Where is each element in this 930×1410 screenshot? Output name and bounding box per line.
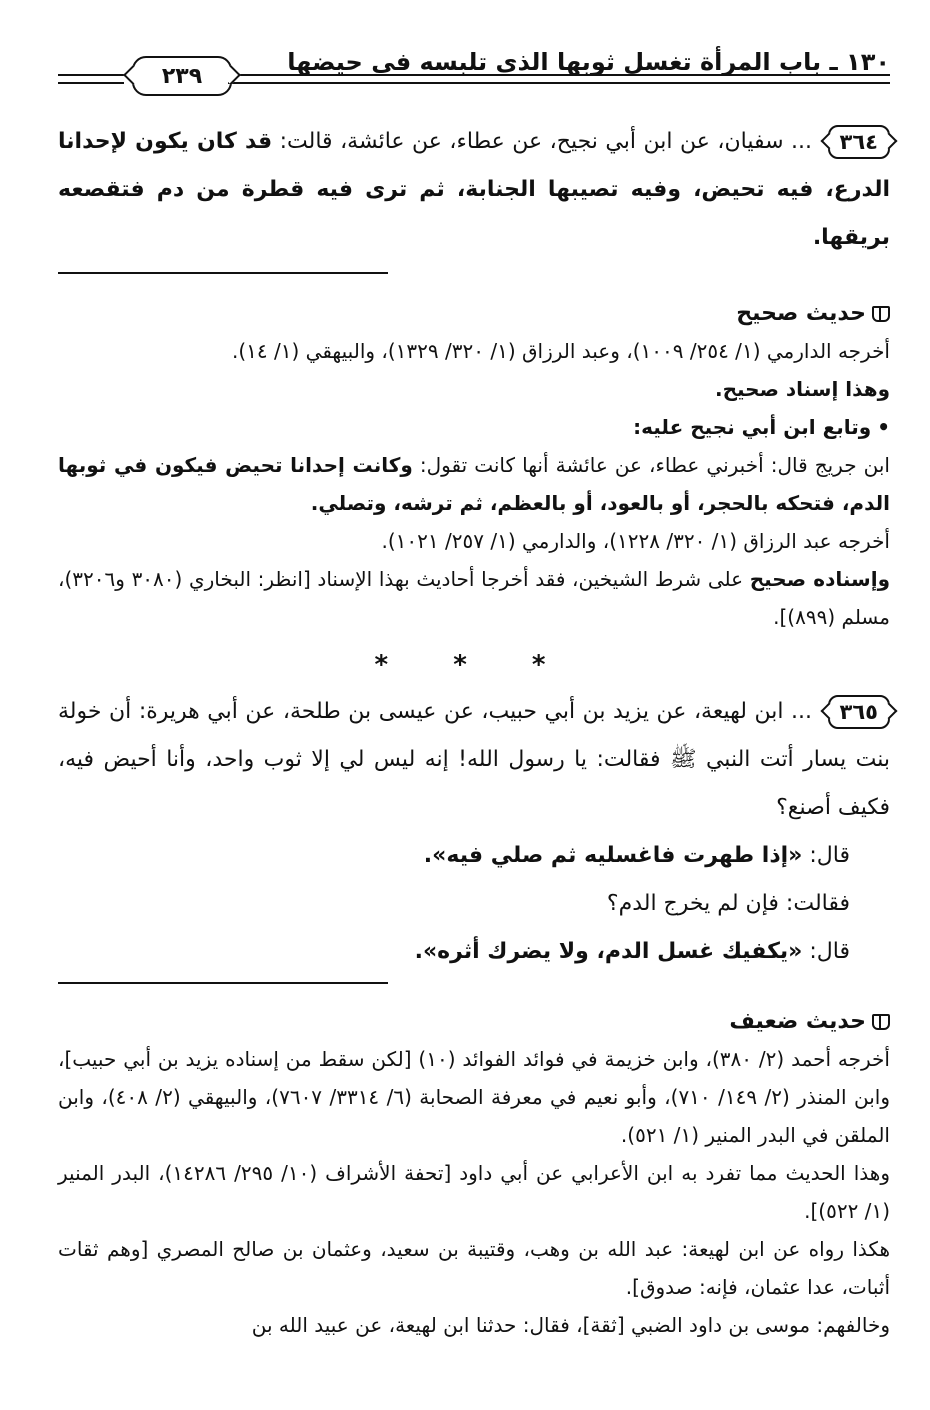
dialogue-answer: «إذا طهرت فاغسليه ثم صلي فيه».: [423, 843, 803, 868]
dialogue-question: فقالت: فإن لم يخرج الدم؟: [606, 891, 850, 916]
narration-intro: ابن جريج قال: أخبرني عطاء، عن عائشة أنها كانت تقول:: [412, 453, 890, 477]
section-divider: [58, 272, 388, 274]
hadith-text: ... ابن لهيعة، عن يزيد بن أبي حبيب، عن عيسى بن طلحة، عن أبي هريرة: أن خولة بنت يسار أتت النبي ﷺ فقالت: يا رسول الله! إنه ليس لي إلا ثوب واحد، وأنا أحيض فيه، فكيف أصنع؟: [58, 699, 890, 820]
grade-section-sahih: [58, 296, 890, 636]
isnad-reference: على شرط الشيخين، فقد أخرجا أحاديث بهذا الإسناد [انظر: البخاري (٣٠٨٠ و٣٢٠٦)، مسلم (٨٩٩)].: [58, 567, 890, 629]
takhrij-paragraph: وهذا الحديث مما تفرد به ابن الأعرابي عن أبي داود [تحفة الأشراف (١٠/ ٢٩٥/ ١٤٢٨٦)، البدر المنير (١/ ٥٢٢)].: [58, 1161, 890, 1223]
grade-title: حديث صحيح: [736, 301, 866, 326]
header-rule-left: [58, 74, 124, 84]
grade-section-daif: [58, 1004, 890, 1344]
book-icon: [872, 1014, 890, 1030]
hadith-365: [58, 688, 890, 976]
page-header: [58, 38, 890, 98]
header-rule: [228, 74, 890, 84]
narration-matn: وكانت إحدانا تحيض فيكون في ثوبها الدم، فتحكه بالحجر، أو بالعود، أو بالعظم، ثم ترشه، وتصلي.: [58, 453, 890, 515]
dialogue-answer: «يكفيك غسل الدم، ولا يضرك أثره».: [414, 939, 803, 964]
page: [58, 0, 890, 1410]
book-icon: [872, 306, 890, 322]
hadith-364: [58, 118, 890, 262]
bullet-icon: •: [877, 415, 890, 439]
grade-title: حديث ضعيف: [729, 1009, 866, 1034]
star-separator: * * *: [374, 650, 574, 680]
hadith-number-badge: ٣٦٤: [828, 125, 890, 159]
isnad-verdict: وإسناده صحيح: [749, 567, 891, 591]
page-number: ٢٣٩: [132, 56, 232, 96]
isnad-note: وهذا إسناد صحيح.: [714, 377, 890, 401]
takhrij-paragraph: هكذا رواه عن ابن لهيعة: عبد الله بن وهب، وقتيبة بن سعيد، وعثمان بن صالح المصري [وهم ثقات أثبات، عدا عثمان، فإنه: صدوق].: [58, 1237, 890, 1299]
takhrij-paragraph: أخرجه أحمد (٢/ ٣٨٠)، وابن خزيمة في فوائد الفوائد (١٠) [لكن سقط من إسناده يزيد بن أبي حبيب]، وابن المنذر (٢/ ١٤٩/ ٧١٠)، وأبو نعيم في معرفة الصحابة (٦/ ٣٣١٤/ ٧٦٠٧)، والبيهقي (٢/ ٤٠٨)، وابن الملقن في البدر المنير (١/ ٥٢١).: [58, 1047, 890, 1147]
hadith-text: ... سفيان، عن ابن أبي نجيح، عن عطاء، عن عائشة، قالت:: [272, 129, 813, 154]
hadith-matn: قد كان يكون لإحدانا الدرع، فيه تحيض، وفيه تصيبها الجنابة، ثم ترى فيه قطرة من دم فتقصعه بريقها.: [58, 129, 890, 250]
follow-label: وتابع ابن أبي نجيح عليه:: [633, 415, 872, 439]
section-divider: [58, 982, 388, 984]
takhrij-paragraph: وخالفهم: موسى بن داود الضبي [ثقة]، فقال: حدثنا ابن لهيعة، عن عبيد الله بن: [251, 1313, 890, 1337]
dialogue-label: قال:: [802, 939, 850, 964]
takhrij-line: أخرجه الدارمي (١/ ٢٥٤/ ١٠٠٩)، وعبد الرزاق (١/ ٣٢٠/ ١٣٢٩)، والبيهقي (١/ ١٤).: [231, 339, 890, 363]
chapter-title: ١٣٠ ـ باب المرأة تغسل ثوبها الذي تلبسه في حيضها: [287, 48, 890, 76]
takhrij-line: أخرجه عبد الرزاق (١/ ٣٢٠/ ١٢٢٨)، والدارمي (١/ ٢٥٧/ ١٠٢١).: [381, 529, 890, 553]
hadith-number-badge: ٣٦٥: [828, 695, 890, 729]
dialogue-label: قال:: [802, 843, 850, 868]
